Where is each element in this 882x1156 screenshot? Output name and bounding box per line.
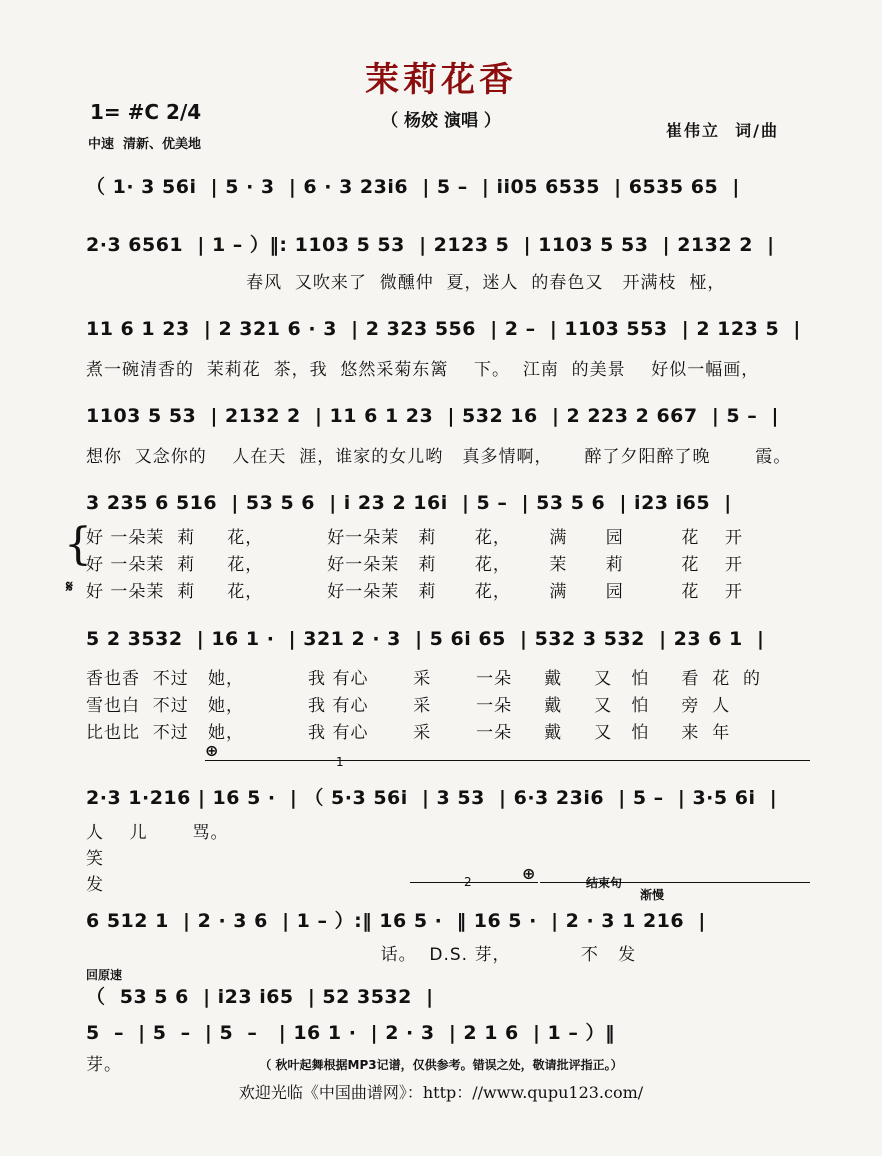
segno-icon: 𝄋 <box>66 577 73 596</box>
ending-label: 结束句 <box>586 876 623 890</box>
score-row-4: 1103 5 53 | 2132 2 | 11 6 1 23 | 532 16 | 2 223 2 667 | 5 – | <box>86 405 779 427</box>
volta-2-bracket <box>410 882 538 883</box>
lyric-row-5-verse-2: 好 一朵茉 莉 花， 好一朵茉 莉 花， 茉 莉 花 开 <box>86 555 743 575</box>
coda-icon-2: ⊕ <box>522 864 536 883</box>
performer-credit: （ 杨姣 演唱 ） <box>381 111 501 131</box>
lyric-row-6-verse-1: 香也香 不过 她， 我 有心 采 一朵 戴 又 怕 看 花 的 <box>86 669 761 689</box>
lyric-row-4: 想你 又念你的 人在天 涯，谁家的女儿哟 真多情啊， 醉了夕阳醉了晚 霞。 <box>86 447 792 467</box>
lyric-row-5-verse-3: 好 一朵茉 莉 花， 好一朵茉 莉 花， 满 园 花 开 <box>86 582 743 602</box>
author-credit: 崔伟立 词/曲 <box>666 121 779 140</box>
key-signature: 1= #C 2/4 <box>90 100 202 124</box>
score-row-3: 11 6 1 23 | 2 321 6 · 3 | 2 323 556 | 2 – | 1103 553 | 2 123 5 | <box>86 318 801 340</box>
score-row-6: 5 2 3532 | 16 1 · | 321 2 · 3 | 5 6i 65 | 532 3 532 | 23 6 1 | <box>86 628 765 650</box>
website-credit: 欢迎光临《中国曲谱网》：http：//www.qupu123.com/ <box>238 1083 644 1102</box>
slow-marking: 渐慢 <box>640 888 665 902</box>
score-row-9-accompaniment: （ 53 5 6 | i23 i65 | 52 3532 | <box>86 986 434 1008</box>
score-row-8: 6 512 1 | 2 · 3 6 | 1 – ）:‖ 16 5 · ‖ 16 5 · | 2 · 3 1 216 | <box>86 910 706 932</box>
lyric-row-3: 煮一碗清香的 茉莉花 茶，我 悠然采菊东篱 下。 江南 的美景 好似一幅画， <box>86 360 760 380</box>
score-row-2: 2·3 6561 | 1 – ）‖: 1103 5 53 | 2123 5 | 1103 5 53 | 2132 2 | <box>86 234 775 256</box>
lyric-row-2: 春风 又吹来了 微醺仲 夏，迷人 的春色又 开满枝 桠， <box>86 273 726 293</box>
transcription-note: （ 秋叶起舞根据MP3记谱，仅供参考。错误之处，敬请批评指正。） <box>259 1058 623 1072</box>
score-row-1: （ 1· 3 56i | 5 · 3 | 6 · 3 23i6 | 5 – | ii05 6535 | 6535 65 | <box>86 176 740 198</box>
lyric-row-7-verse-2: 笑 <box>86 849 104 869</box>
score-row-9-melody: 5 – | 5 – | 5 – | 16 1 · | 2 · 3 | 2 1 6 | 1 – ）‖ <box>86 1022 616 1044</box>
ending-bracket <box>540 882 810 883</box>
return-tempo-marking: 回原速 <box>86 968 123 982</box>
verse-brace: { <box>64 519 92 570</box>
coda-icon: ⊕ <box>205 741 219 760</box>
lyric-row-9: 芽。 <box>86 1055 122 1075</box>
volta-2-label: 2 <box>464 875 472 889</box>
tempo-marking: 中速 清新、优美地 <box>88 137 202 152</box>
song-title: 茉莉花香 <box>365 60 517 100</box>
score-row-5: 3 235 6 516 | 53 5 6 | i 23 2 16i | 5 – | 53 5 6 | i23 i65 | <box>86 492 732 514</box>
lyric-row-7-verse-1: 人 儿 骂。 <box>86 823 229 843</box>
volta-1-label: 1 <box>336 755 344 769</box>
volta-1-bracket <box>205 760 810 761</box>
lyric-row-6-verse-3: 比也比 不过 她， 我 有心 采 一朵 戴 又 怕 来 年 <box>86 723 731 743</box>
lyric-row-6-verse-2: 雪也白 不过 她， 我 有心 采 一朵 戴 又 怕 旁 人 <box>86 696 731 716</box>
score-row-7: 2·3 1·216 | 16 5 · | （ 5·3 56i | 3 53 | 6·3 23i6 | 5 – | 3·5 6i | <box>86 787 778 809</box>
lyric-row-7-verse-3: 发 <box>86 875 104 895</box>
lyric-row-8: 话。 D.S. 芽， 不 发 <box>86 945 637 965</box>
lyric-row-5-verse-1: 好 一朵茉 莉 花， 好一朵茉 莉 花， 满 园 花 开 <box>86 528 743 548</box>
